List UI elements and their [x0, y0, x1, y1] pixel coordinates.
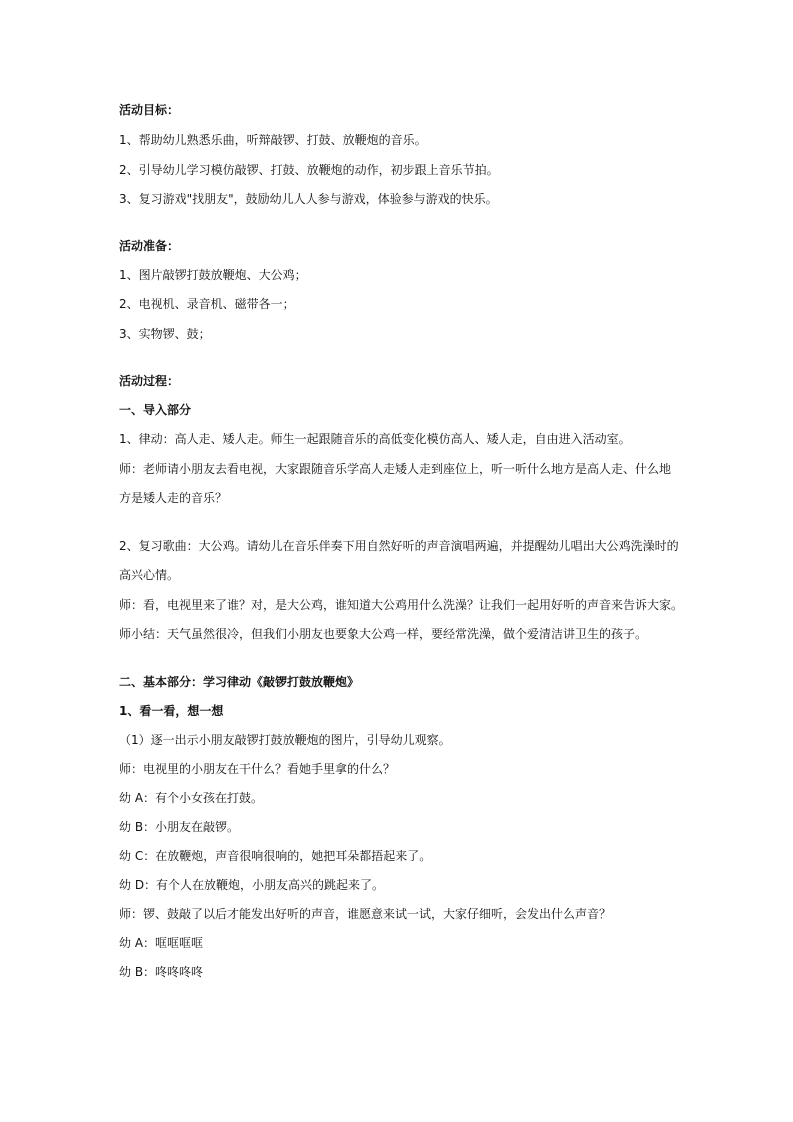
prep-heading: 活动准备：	[119, 239, 180, 253]
intro-paragraph-5: 师小结：天气虽然很冷，但我们小朋友也要象大公鸡一样，要经常洗澡，做个爱清洁讲卫生的孩子。	[119, 627, 648, 641]
prep-item-3: 3、实物锣、鼓；	[119, 327, 211, 341]
goals-item-2: 2、引导幼儿学习模仿敲锣、打鼓、放鞭炮的动作，初步跟上音乐节拍。	[119, 163, 499, 177]
intro-paragraph-2-line-2: 方是矮人走的音乐？	[119, 491, 228, 505]
basic-line-3: 幼 A：有个小女孩在打鼓。	[119, 791, 264, 805]
basic-heading: 二、基本部分：学习律动《敲锣打鼓放鞭炮》	[119, 675, 360, 689]
intro-heading: 一、导入部分	[119, 403, 192, 417]
basic-line-9: 幼 B：咚咚咚咚	[119, 965, 204, 979]
intro-paragraph-1: 1、律动：高人走、矮人走。师生一起跟随音乐的高低变化模仿高人、矮人走，自由进入活动室。	[119, 432, 631, 446]
prep-item-1: 1、图片敲锣打鼓放鞭炮、大公鸡；	[119, 268, 307, 282]
basic-line-7: 师：锣、鼓敲了以后才能发出好听的声音，谁愿意来试一试，大家仔细听，会发出什么声音？	[119, 907, 612, 921]
prep-item-2: 2、电视机、录音机、磁带各一；	[119, 297, 295, 311]
basic-subheading-1: 1、看一看，想一想	[119, 704, 224, 718]
intro-paragraph-2-line-1: 师：老师请小朋友去看电视，大家跟随音乐学高人走矮人走到座位上，听一听什么地方是高人走、什么地	[119, 462, 672, 476]
goals-item-1: 1、帮助幼儿熟悉乐曲，听辩敲锣、打鼓、放鞭炮的音乐。	[119, 133, 427, 147]
basic-line-2: 师：电视里的小朋友在干什么？看她手里拿的什么？	[119, 762, 396, 776]
basic-line-8: 幼 A：哐哐哐哐	[119, 936, 204, 950]
basic-line-5: 幼 C：在放鞭炮，声音很响很响的，她把耳朵都捂起来了。	[119, 849, 432, 863]
intro-paragraph-4: 师：看，电视里来了谁？对，是大公鸡，谁知道大公鸡用什么洗澡？让我们一起用好听的声音来告诉大家。	[119, 598, 684, 612]
basic-line-4: 幼 B：小朋友在敲锣。	[119, 820, 240, 834]
intro-paragraph-3-line-2: 高兴心情。	[119, 568, 180, 582]
goals-heading: 活动目标：	[119, 103, 180, 117]
goals-item-3: 3、复习游戏"找朋友"，鼓励幼儿人人参与游戏，体验参与游戏的快乐。	[119, 192, 498, 206]
process-heading: 活动过程：	[119, 374, 180, 388]
basic-line-6: 幼 D：有个人在放鞭炮，小朋友高兴的跳起来了。	[119, 878, 385, 892]
intro-paragraph-3-line-1: 2、复习歌曲：大公鸡。请幼儿在音乐伴奏下用自然好听的声音演唱两遍，并提醒幼儿唱出大公鸡洗澡时的	[119, 539, 679, 553]
basic-line-1: （1）逐一出示小朋友敲锣打鼓放鞭炮的图片，引导幼儿观察。	[119, 733, 451, 747]
